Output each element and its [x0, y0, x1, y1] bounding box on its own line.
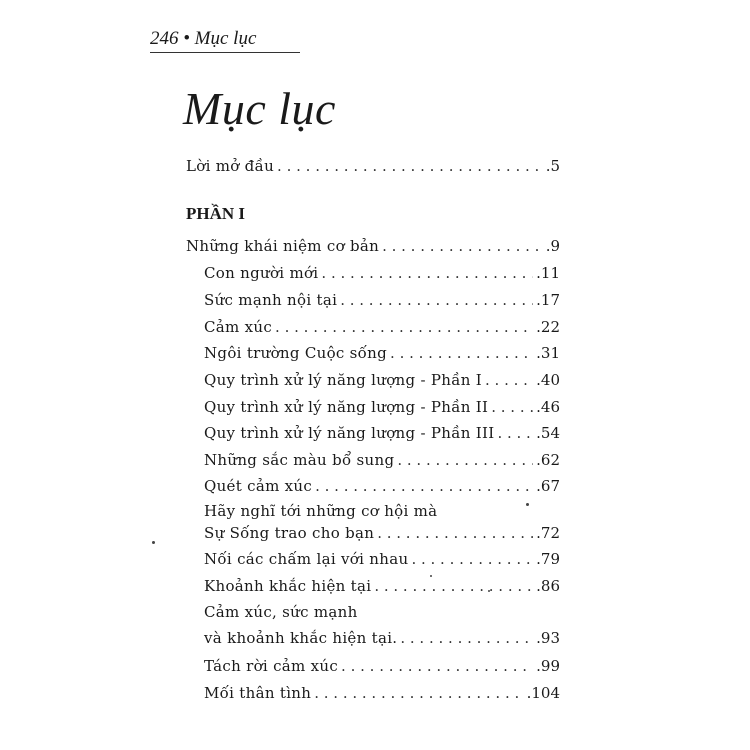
toc-entry-page: .99	[536, 657, 560, 675]
toc-entry-text: Những sắc màu bổ sung	[204, 451, 395, 469]
dot-leader	[374, 576, 533, 596]
toc-entry-page: .86	[536, 577, 560, 595]
dot-leader	[341, 656, 533, 676]
dot-leader	[491, 397, 533, 417]
page-title: Mục lục	[183, 83, 336, 134]
dot-leader	[397, 450, 533, 470]
toc-entry[interactable]	[204, 656, 560, 676]
toc-entry-text: Hãy nghĩ tới những cơ hội mà	[204, 502, 438, 520]
toc-entry-text: Mối thân tình	[204, 684, 312, 702]
toc-entry-text: Ngôi trường Cuộc sống	[204, 344, 388, 362]
toc-entry-text: Quy trình xử lý năng lượng - Phần I	[204, 371, 483, 389]
scan-speck	[488, 590, 490, 592]
toc-entry[interactable]	[204, 423, 560, 443]
toc-entry-text: Quét cảm xúc	[204, 477, 313, 495]
dot-leader	[497, 423, 533, 443]
dot-leader	[275, 317, 533, 337]
dot-leader	[340, 290, 533, 310]
scan-speck	[526, 503, 529, 506]
toc-entry-text: Tách rời cảm xúc	[204, 657, 339, 675]
toc-entry[interactable]	[204, 290, 560, 310]
toc-entry[interactable]	[204, 628, 560, 648]
toc-entry-page: .46	[536, 398, 560, 416]
toc-entry[interactable]	[204, 523, 560, 543]
dot-leader	[315, 476, 533, 496]
toc-entry[interactable]	[204, 343, 560, 363]
toc-entry-page: .17	[536, 291, 560, 309]
dot-leader	[377, 523, 533, 543]
dot-leader	[314, 683, 523, 703]
toc-entry-page: .72	[536, 524, 560, 542]
scan-speck	[152, 541, 155, 544]
toc-entry-page: .11	[536, 264, 560, 282]
running-head: 246 • Mục lục	[150, 28, 300, 53]
toc-entry-page: .62	[536, 451, 560, 469]
toc-entry-page: .9	[545, 237, 560, 255]
toc-entry[interactable]	[204, 476, 560, 496]
toc-entry-text: Sự Sống trao cho bạn	[204, 524, 375, 542]
toc-entry-text: Cảm xúc	[204, 318, 273, 336]
toc-entry-text: Con người mới	[204, 264, 319, 282]
toc-entry[interactable]	[204, 397, 560, 417]
toc-entry-page: .40	[536, 371, 560, 389]
toc-entry[interactable]	[204, 450, 560, 470]
toc-entry[interactable]	[204, 317, 560, 337]
toc-entry-text: Quy trình xử lý năng lượng - Phần II	[204, 398, 489, 416]
dot-leader	[485, 370, 533, 390]
dot-leader	[390, 343, 533, 363]
toc-entry[interactable]	[204, 576, 560, 596]
toc-entry[interactable]	[204, 549, 560, 569]
toc-entry-page: .5	[545, 157, 560, 175]
toc-entry[interactable]	[186, 236, 560, 256]
toc-entry-text: Nối các chấm lại với nhau	[204, 550, 409, 568]
toc-entry-text: Khoảnh khắc hiện tại	[204, 577, 372, 595]
toc-entry-text: Những khái niệm cơ bản	[186, 237, 380, 255]
toc-entry-text: Quy trình xử lý năng lượng - Phần III	[204, 424, 495, 442]
section-heading: PHẦN I	[186, 204, 246, 223]
toc-entry-page: .67	[536, 477, 560, 495]
toc-entry-intro[interactable]	[186, 156, 560, 176]
dot-leader	[321, 263, 533, 283]
toc-entry-text: Sức mạnh nội tại	[204, 291, 338, 309]
toc-entry-page: .31	[536, 344, 560, 362]
toc-entry-text: Lời mở đầu	[186, 157, 275, 175]
toc-entry[interactable]	[204, 263, 560, 283]
toc-entry[interactable]	[204, 370, 560, 390]
toc-entry-page: .104	[526, 684, 560, 702]
toc-entry-text: và khoảnh khắc hiện tại.	[204, 629, 398, 647]
toc-entry-page: .93	[536, 629, 560, 647]
toc-entry-page: .22	[536, 318, 560, 336]
toc-entry-text: Cảm xúc, sức mạnh	[204, 603, 358, 621]
toc-entry-page: .79	[536, 550, 560, 568]
dot-leader	[411, 549, 533, 569]
toc-entry-page: .54	[536, 424, 560, 442]
dot-leader	[382, 236, 543, 256]
dot-leader	[277, 156, 543, 176]
toc-entry[interactable]	[204, 683, 560, 703]
scan-speck	[430, 575, 432, 577]
dot-leader	[400, 628, 533, 648]
